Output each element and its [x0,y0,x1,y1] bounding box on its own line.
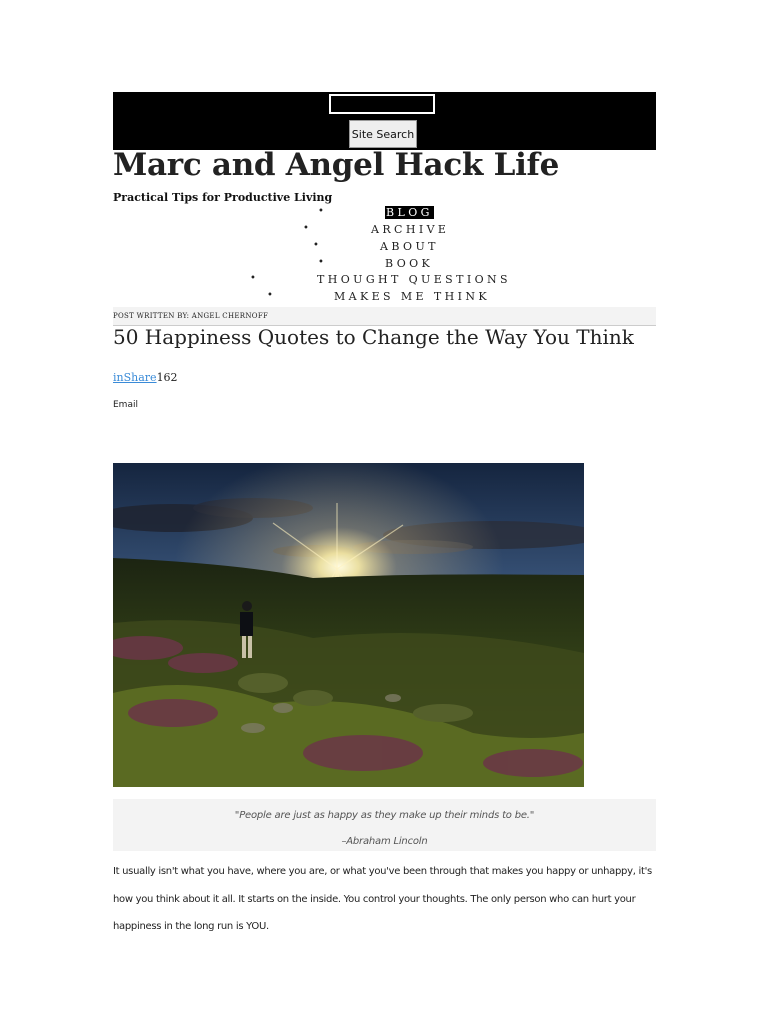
quote-block [113,799,656,851]
article-photo [113,463,584,787]
nav-bullet: • [318,206,324,217]
nav-bullet: • [318,257,324,268]
nav-label-book: BOOK [385,257,434,270]
nav-label-blog: BLOG [386,206,433,219]
header-bar [113,92,656,150]
nav-bullet: • [303,223,309,234]
nav-bullet: • [313,240,319,251]
quote-author: –Abraham Lincoln [341,836,428,847]
site-search-button[interactable]: Site Search [349,120,417,148]
nav-bullet: • [267,290,273,301]
nav-bullet: • [250,273,256,284]
email-link[interactable]: Email [113,400,138,410]
post-body-paragraph: It usually isn't what you have, where you are, or what you've been through that makes you happy or unhappy, it's how you think about it all. It starts on the inside. You control your thoughts. The only person who can hurt your happiness in the long run is YOU. [113,866,652,932]
linkedin-share-link[interactable]: inShare [113,371,157,384]
share-count: 162 [156,371,178,384]
nav-label-thought-questions: THOUGHT QUESTIONS [317,273,511,286]
share-row [113,371,178,384]
nav-label-archive: ARCHIVE [371,223,450,236]
post-title[interactable]: 50 Happiness Quotes to Change the Way You Think [113,325,634,349]
nav-label-makes-me-think: MAKES ME THINK [334,290,490,303]
post-author: POST WRITTEN BY: ANGEL CHERNOFF [113,307,656,326]
nav-label-about: ABOUT [380,240,439,253]
site-title[interactable]: Marc and Angel Hack Life [113,147,560,183]
quote-text: "People are just as happy as they make up their minds to be." [234,810,535,821]
site-tagline: Practical Tips for Productive Living [113,191,333,204]
search-input[interactable] [329,94,435,114]
